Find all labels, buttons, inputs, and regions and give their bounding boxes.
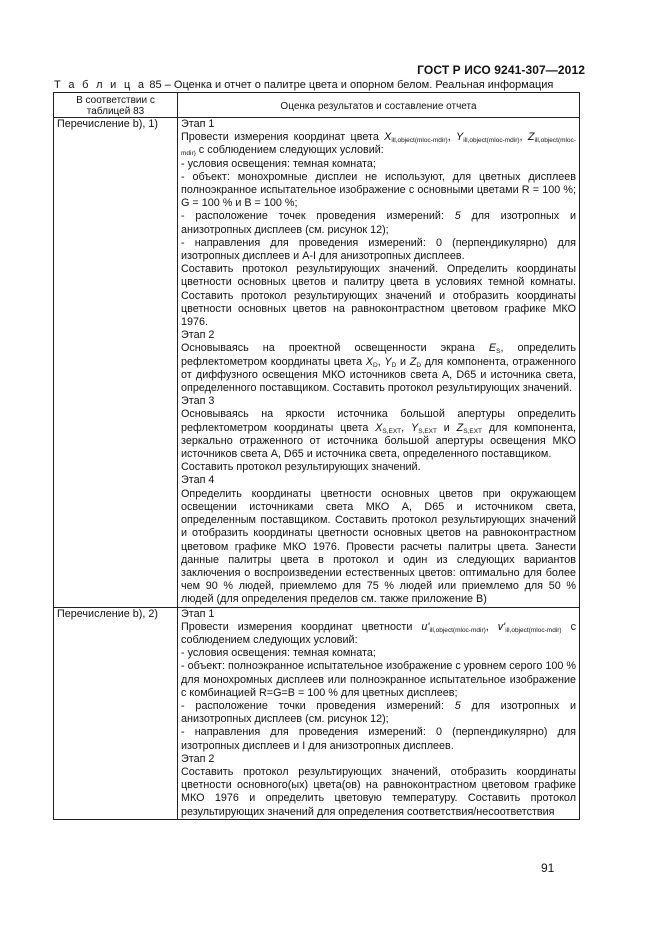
- table-header-row: [54, 93, 580, 118]
- paragraph: Основываясь на яркости источника большой апертуры определить рефлектометром координаты цвета $X_{S,EXT}$, $Y_{S,EXT}$ и $Z_{S,EXT}$ для компонента, зеркально отраженного от источника большой апертуры освещения МКО источников света A, D65 и источника света, определенного поставщиком.: [181, 408, 576, 461]
- row-reference: Перечисление b), 1): [54, 118, 178, 608]
- col-header-reference: В соответствии с таблицей 83: [54, 93, 178, 118]
- table-caption: [54, 79, 553, 91]
- stage-title: Этап 1: [181, 118, 215, 130]
- list-item: - объект: монохромные дисплеи не используют, для цветных дисплеев полноэкранное испытательное изображение с основными цветами R = 100 %; G = 100 % и B = 100 %;: [181, 170, 576, 210]
- stage-title: Этап 3: [181, 395, 215, 408]
- list-item: - направления для проведения измерений: 0 (перпендикулярно) для изотропных дисплеев и I для анизотропных дисплеев.: [181, 726, 576, 752]
- table-row: [54, 118, 580, 608]
- paragraph: Основываясь на проектной освещенности экрана $E_S$, определить рефлектометром координаты цвета $X_D$, $Y_D$ и $Z_D$ для компонента, отраженного от диффузного освещения МКО источников света A, D65 и источника света, определенного поставщиком. Составить протокол результирующих значений.: [181, 342, 576, 395]
- caption-text: – Оценка и отчет о палитре цвета и опорном белом. Реальная информация: [161, 79, 554, 91]
- list-item: - расположение точки проведения измерений: 5 для изотропных и анизотропных дисплеев (см. рисунок 12);: [181, 699, 576, 726]
- row-evaluation: [178, 607, 580, 819]
- stage-title: Этап 2: [181, 329, 215, 342]
- list-item: - направления для проведения измерений: 0 (перпендикулярно) для изотропных дисплеев и A-I для анизотропных дисплеев.: [181, 236, 576, 263]
- stage-title: Этап 4: [181, 474, 215, 487]
- col-header-evaluation: Оценка результатов и составление отчета: [178, 93, 580, 118]
- list-item: - расположение точек проведения измерений: 5 для изотропных и анизотропных дисплеев (см. рисунок 12);: [181, 210, 576, 236]
- document-code: ГОСТ Р ИСО 9241-307—2012: [417, 63, 585, 77]
- evaluation-table: [53, 92, 580, 820]
- list-item: - объект: полноэкранное испытательное изображение с уровнем серого 100 % для монохромных дисплеев или полноэкранное испытательное изображение с комбинацией R=G=B = 100 % для цветных дисплеев;: [181, 660, 576, 699]
- paragraph: Определить координаты цветности основных цветов при окружающем освещении источниками света МКО A, D65 и источником света, определенным поставщиком. Составить протокол результирующих значений и отобразить координаты цветности основных цветов на равноконтрастном цветовом графике МКО 1976. Провести расчеты палитры цвета. Занести данные палитры цвета в протокол и один из следующих вариантов заключения о воспроизведении естественных цветов: оптимально для более чем 90 % людей, приемлемо для 75 % людей или приемлемо для 50 % людей (для определения пределов см. также приложение B): [181, 487, 576, 606]
- caption-number: 85: [149, 79, 162, 91]
- caption-label: Т а б л и ц а: [54, 79, 147, 91]
- paragraph: Провести измерения координат цвета $X_{ill,object(mloc-mdir)}$, $Y_{ill,object(mloc-mdir)}$, $Z_{ill,object(mloc-mdir)}$ с соблюдением следующих условий:: [181, 131, 577, 158]
- row-evaluation: [178, 118, 580, 608]
- table-row: [54, 607, 580, 819]
- row-reference: Перечисление b), 2): [54, 607, 178, 819]
- page-number: 91: [541, 861, 555, 875]
- paragraph: Составить протокол результирующих значений. Определить координаты цветности основных цветов и палитру цвета в условиях темной комнаты. Составить протокол результирующих значений и отобразить координаты цветности основных цветов на равноконтрастном цветовом графике МКО 1976.: [181, 263, 576, 329]
- paragraph: Провести измерения координат цветности $u'_{ill,object(mloc-mdir)}$, $v'_{ill,object(mloc-mdir)}$ с соблюдением следующих условий:: [181, 620, 576, 646]
- list-item: - условия освещения: темная комната;: [181, 647, 376, 660]
- list-item: - условия освещения: темная комната;: [181, 157, 376, 170]
- stage-title: Этап 1: [181, 607, 215, 620]
- paragraph: Составить протокол результирующих значений.: [181, 461, 421, 474]
- stage-title: Этап 2: [181, 752, 215, 765]
- paragraph: Составить протокол результирующих значений, отобразить координаты цветности основного(ых) цвета(ов) на равноконтрастном цветовом графике МКО 1976 и определить цветовую температуру. Составить протокол результирующих значений для определения соответствия/несоответствия: [181, 765, 576, 818]
